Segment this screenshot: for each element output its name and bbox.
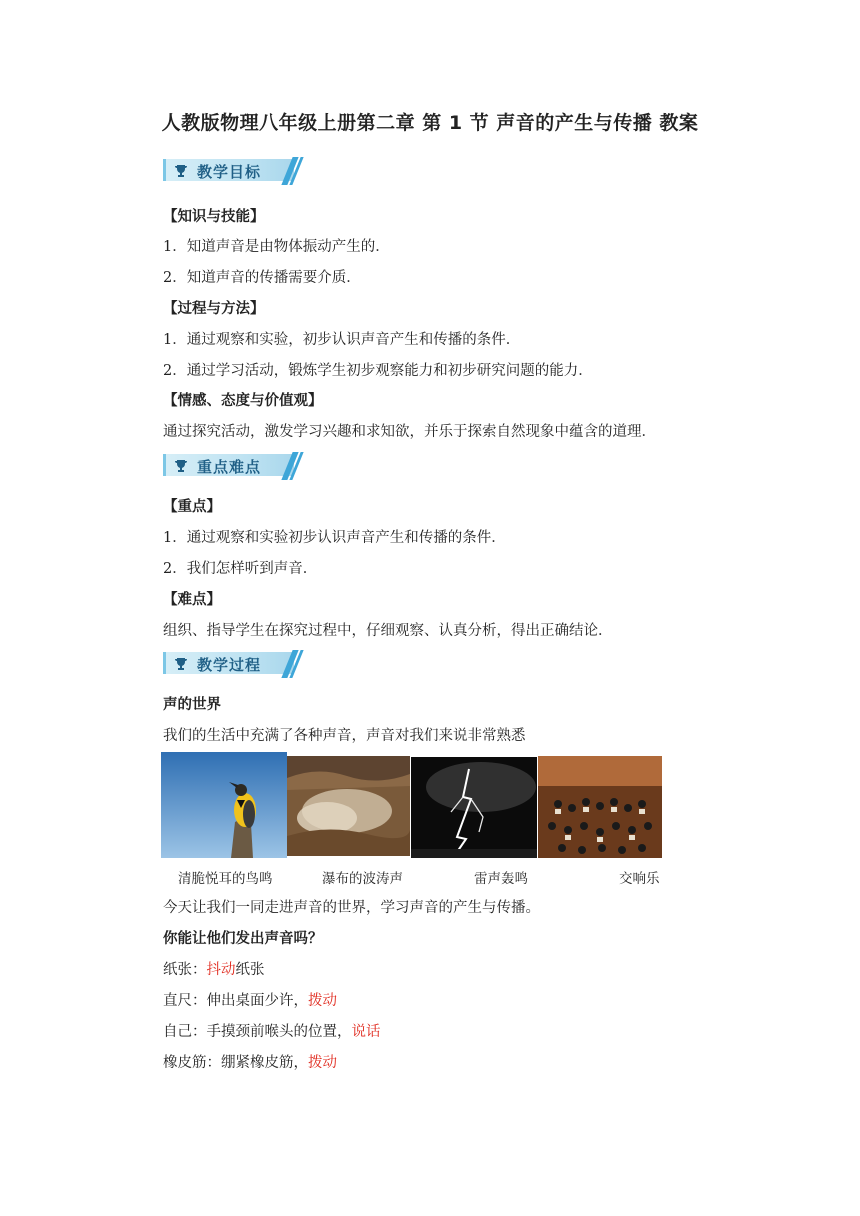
document-title: 人教版物理八年级上册第二章 第 1 节 声音的产生与传播 教案 [161,112,699,134]
emotion-heading: 【情感、态度与价值观】 [163,393,323,409]
activity-action: 抖动 [206,962,236,978]
knowledge-heading: 【知识与技能】 [163,209,265,225]
enter-text: 今天让我们一同走进声音的世界，学习声音的产生与传播。 [163,900,540,916]
section-banner-process [163,650,297,678]
activity-item [163,1020,381,1041]
activity-item [163,989,337,1010]
trophy-icon [173,458,189,474]
method-heading: 【过程与方法】 [163,301,265,317]
photo-caption: 清脆悦耳的鸟鸣 [178,871,273,887]
activity-prefix: 橡皮筋：绷紧橡皮筋， [163,1055,308,1071]
section-label: 教学目标 [197,163,262,181]
question-heading: 你能让他们发出声音吗？ [163,931,323,947]
photo-caption: 瀑布的波涛声 [322,871,403,887]
photo-caption: 交响乐 [619,871,660,887]
world-intro: 我们的生活中充满了各种声音，声音对我们来说非常熟悉 [163,728,526,744]
photo-caption: 雷声轰鸣 [474,871,528,887]
difficult-text: 组织、指导学生在探究过程中，仔细观察、认真分析，得出正确结论． [163,623,613,639]
activity-action: 说话 [351,1024,381,1040]
trophy-icon [173,656,189,672]
section-banner-keypoints [163,452,297,480]
activity-suffix: 纸张 [235,962,265,978]
section-banner-goals [163,157,297,185]
thunder-photo [411,757,537,858]
activity-item [163,1051,337,1072]
world-heading: 声的世界 [163,697,221,713]
activity-action: 拨动 [308,993,337,1009]
orchestra-photo [538,756,662,858]
section-label: 重点难点 [197,458,262,476]
key-item: 1．通过观察和实验初步认识声音产生和传播的条件． [163,530,506,546]
method-item: 2．通过学习活动，锻炼学生初步观察能力和初步研究问题的能力． [163,363,593,379]
section-label: 教学过程 [197,656,262,674]
key-item: 2．我们怎样听到声音． [163,561,318,577]
trophy-icon [173,163,189,179]
knowledge-item: 2．知道声音的传播需要介质． [163,270,361,286]
activity-prefix: 直尺：伸出桌面少许， [163,993,308,1009]
method-item: 1．通过观察和实验，初步认识声音产生和传播的条件． [163,332,521,348]
difficult-heading: 【难点】 [163,592,221,608]
key-heading: 【重点】 [163,499,221,515]
activity-prefix: 纸张： [163,962,207,978]
waterfall-photo [287,756,410,856]
activity-prefix: 自己：手摸颈前喉头的位置， [163,1024,352,1040]
emotion-text: 通过探究活动，激发学习兴趣和求知欲，并乐于探索自然现象中蕴含的道理． [163,424,656,440]
activity-action: 拨动 [308,1055,337,1071]
bird-photo [161,752,287,858]
activity-item [163,958,265,979]
knowledge-item: 1．知道声音是由物体振动产生的． [163,239,390,255]
